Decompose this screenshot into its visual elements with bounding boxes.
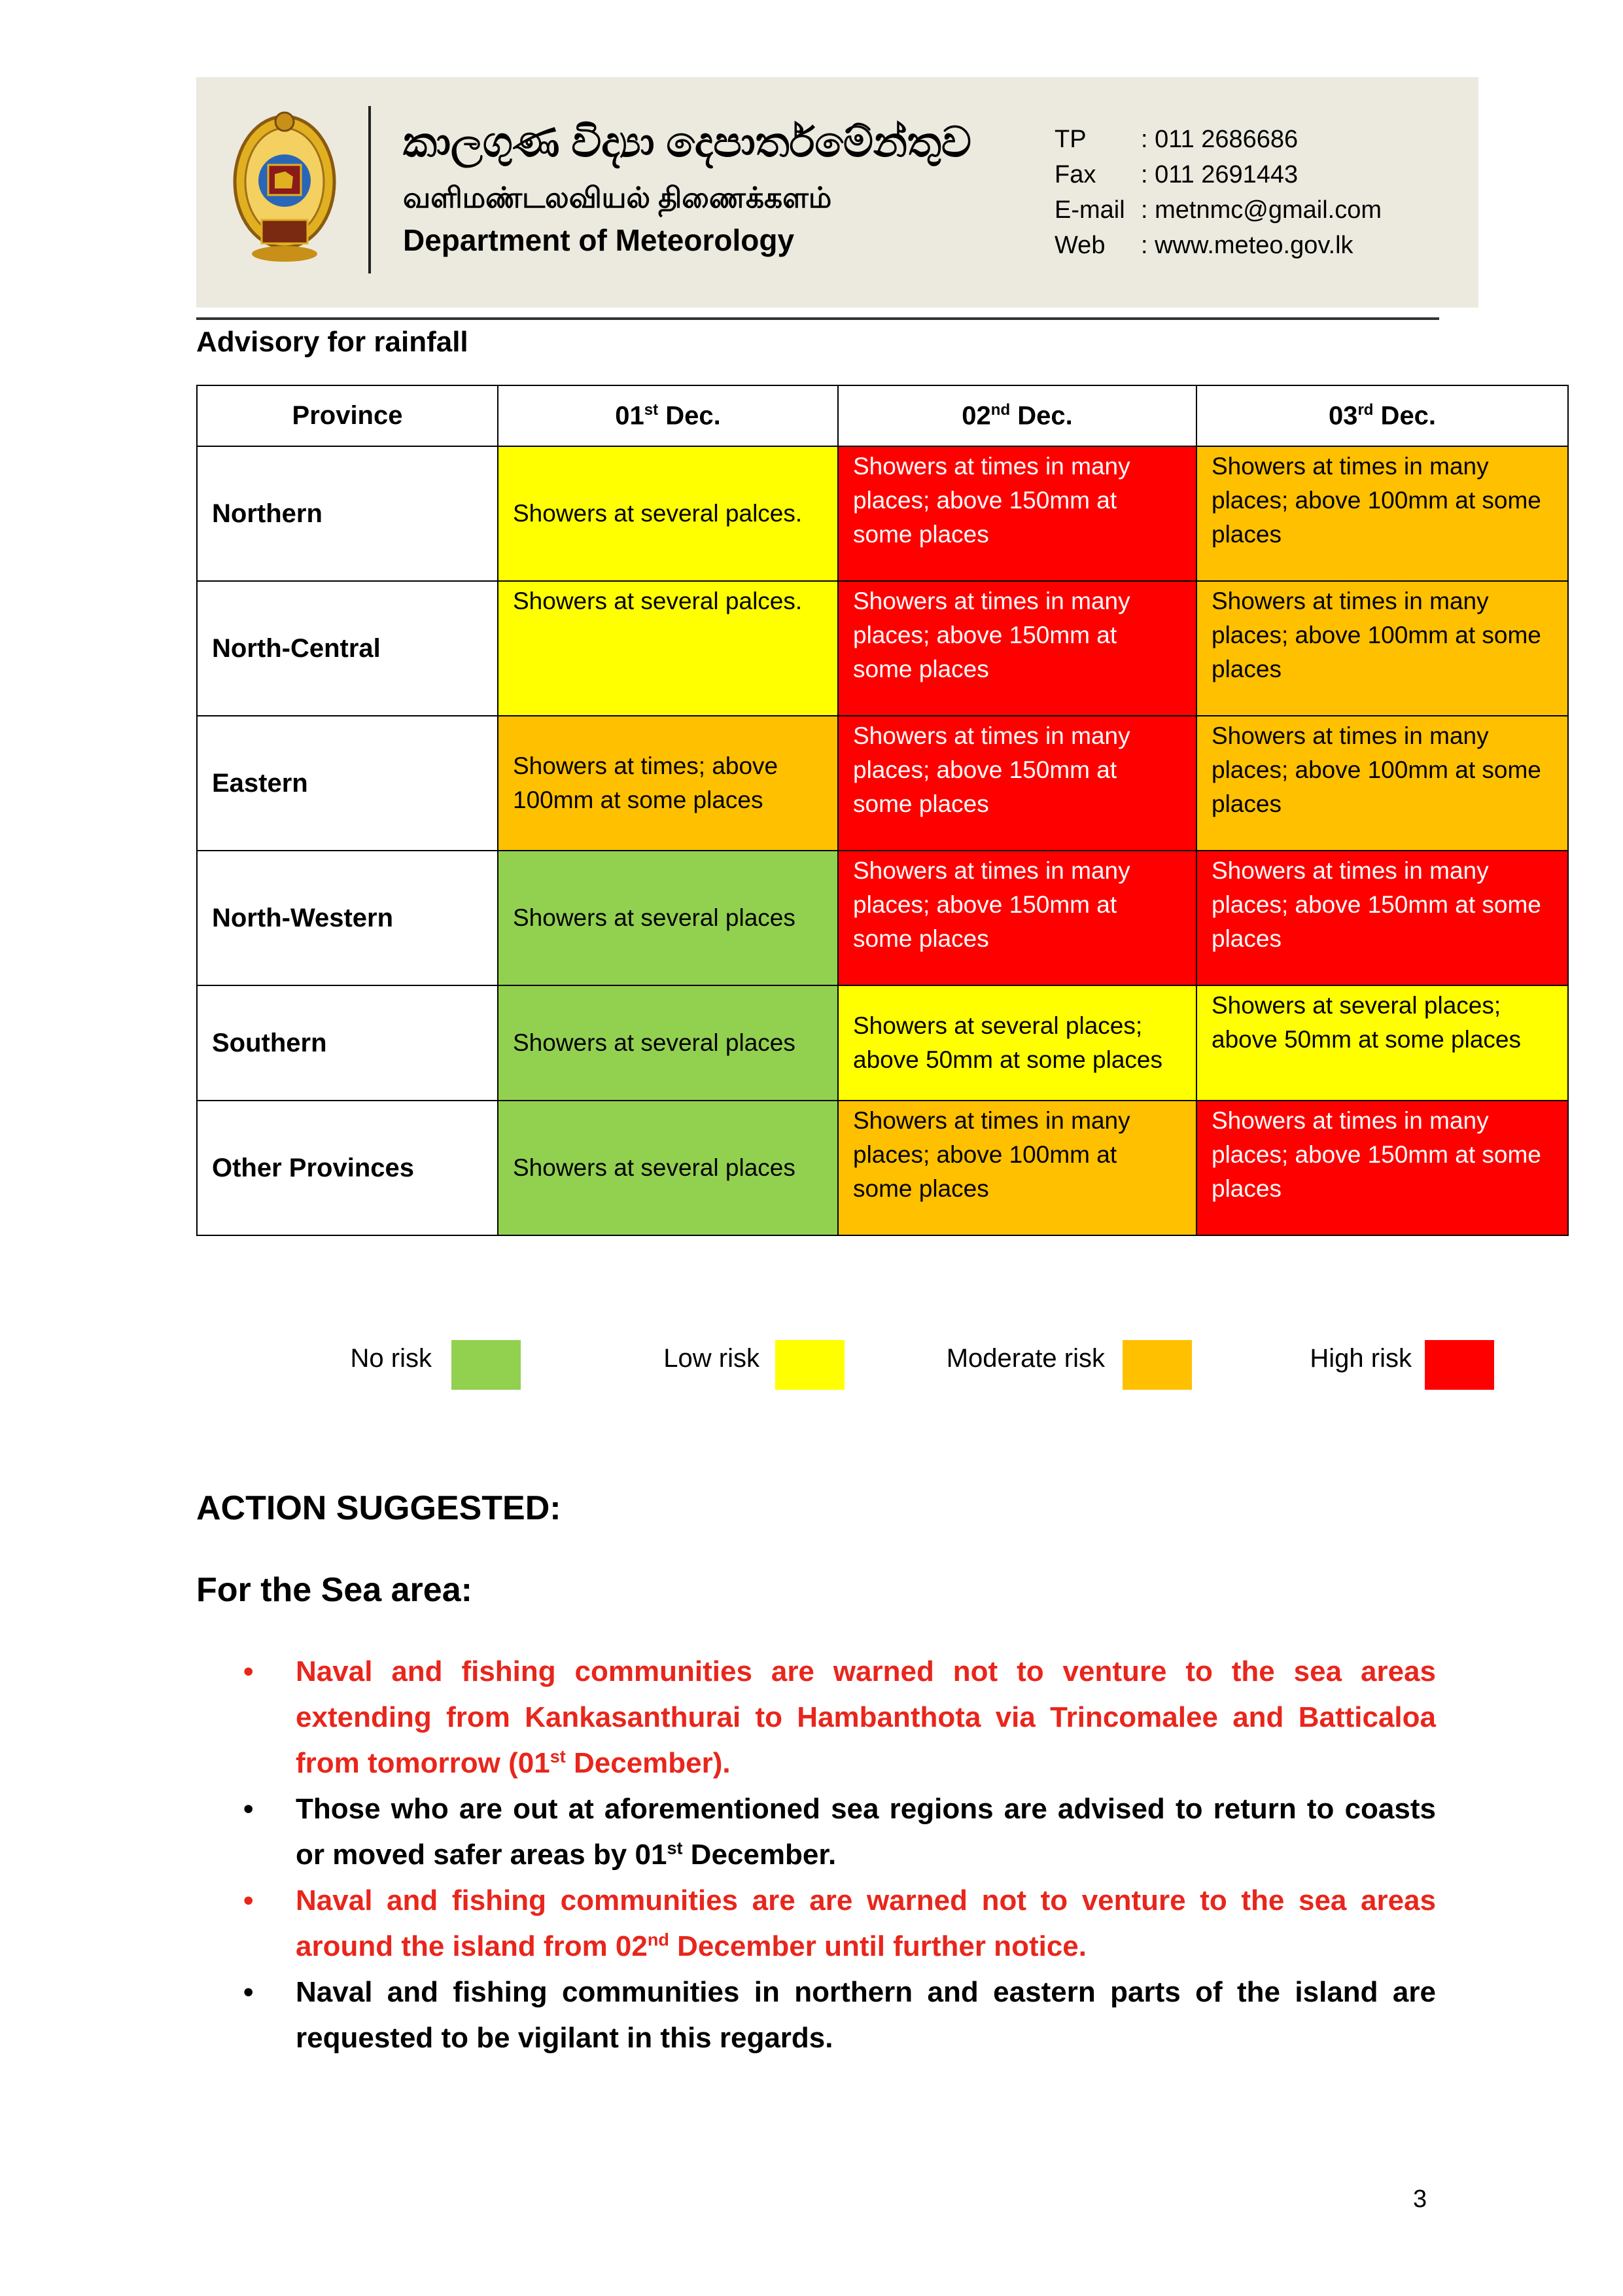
- forecast-cell: Showers at times in many places; above 100mm at some places: [1196, 581, 1568, 716]
- sri-lanka-emblem-icon: [229, 109, 340, 266]
- contact-email: E-mail : metnmc@gmail.com: [1055, 196, 1382, 224]
- rainfall-advisory-table: [196, 385, 1569, 1236]
- list-item: • Naval and fishing communities in northern and eastern parts of the island are requested to be vigilant in this regards.: [196, 1969, 1436, 2061]
- list-item: • Naval and fishing communities are warned not to venture to the sea areas extending from Kankasanthurai to Hambanthota via Trincomalee and Batticaloa from tomorrow (01st December).: [196, 1649, 1436, 1786]
- header-province: Province: [197, 385, 498, 446]
- header-divider: [368, 106, 371, 274]
- table-row: [197, 985, 1568, 1101]
- department-name-sinhala: කාලගුණ විද්‍යා දෙපාර්තමේන්තුව: [403, 118, 971, 166]
- sea-advisory-list: [196, 1649, 1436, 2061]
- forecast-cell: Showers at several places: [498, 851, 838, 985]
- forecast-cell: Showers at times in many places; above 150mm at some places: [1196, 851, 1568, 985]
- page-number: 3: [1413, 2185, 1427, 2213]
- legend-high-risk: High risk: [0, 1340, 1494, 1390]
- legend-no-risk: No risk: [0, 1340, 521, 1390]
- contact-web: Web : www.meteo.gov.lk: [1055, 232, 1353, 259]
- forecast-cell: Showers at several palces.: [498, 446, 838, 581]
- forecast-cell: Showers at times in many places; above 100mm at some places: [838, 1101, 1196, 1235]
- header-day-1: 01st Dec.: [498, 385, 838, 446]
- bullet-icon: •: [243, 1655, 254, 1687]
- table-row: [197, 716, 1568, 851]
- contact-details: [1055, 122, 1382, 263]
- forecast-cell: Showers at times in many places; above 150mm at some places: [838, 446, 1196, 581]
- legend-moderate-risk: Moderate risk: [0, 1340, 1192, 1390]
- header-day-2: 02nd Dec.: [838, 385, 1196, 446]
- list-item: • Those who are out at aforementioned sea regions are advised to return to coasts or moved safer areas by 01st December.: [196, 1786, 1436, 1878]
- table-header-row: [197, 385, 1568, 446]
- department-name-tamil: வளிமண்டலவியல் திணைக்களம்: [403, 182, 832, 214]
- legend-swatch: [1425, 1340, 1494, 1390]
- contact-phone: TP : 011 2686686: [1055, 126, 1299, 153]
- forecast-cell: Showers at times in many places; above 150mm at some places: [838, 716, 1196, 851]
- province-cell: North-Western: [197, 851, 498, 985]
- province-cell: North-Central: [197, 581, 498, 716]
- advisory-title: Advisory for rainfall: [196, 326, 468, 358]
- forecast-cell: Showers at times; above 100mm at some places: [498, 716, 838, 851]
- forecast-cell: Showers at several places: [498, 985, 838, 1101]
- province-cell: Northern: [197, 446, 498, 581]
- forecast-cell: Showers at several palces.: [498, 581, 838, 716]
- bullet-icon: •: [243, 1793, 254, 1825]
- sea-area-heading: For the Sea area:: [196, 1571, 472, 1609]
- forecast-cell: Showers at several places: [498, 1101, 838, 1235]
- table-row: [197, 1101, 1568, 1235]
- department-name-english: Department of Meteorology: [403, 223, 795, 257]
- header-rule: [196, 317, 1439, 320]
- table-row: [197, 581, 1568, 716]
- forecast-cell: Showers at times in many places; above 150mm at some places: [838, 851, 1196, 985]
- header-day-3: 03rd Dec.: [1196, 385, 1568, 446]
- bullet-icon: •: [243, 1976, 254, 2008]
- province-cell: Other Provinces: [197, 1101, 498, 1235]
- table-row: [197, 851, 1568, 985]
- forecast-cell: Showers at several places; above 50mm at some places: [838, 985, 1196, 1101]
- province-cell: Southern: [197, 985, 498, 1101]
- forecast-cell: Showers at times in many places; above 100mm at some places: [1196, 446, 1568, 581]
- letterhead: [196, 77, 1478, 308]
- forecast-cell: Showers at times in many places; above 100mm at some places: [1196, 716, 1568, 851]
- table-row: [197, 446, 1568, 581]
- list-item: • Naval and fishing communities are are warned not to venture to the sea areas around the island from 02nd December until further notice.: [196, 1878, 1436, 1969]
- action-heading: ACTION SUGGESTED:: [196, 1489, 561, 1527]
- legend-low-risk: Low risk: [0, 1340, 845, 1390]
- forecast-cell: Showers at times in many places; above 150mm at some places: [1196, 1101, 1568, 1235]
- contact-fax: Fax : 011 2691443: [1055, 161, 1299, 188]
- forecast-cell: Showers at several places; above 50mm at some places: [1196, 985, 1568, 1101]
- province-cell: Eastern: [197, 716, 498, 851]
- forecast-cell: Showers at times in many places; above 150mm at some places: [838, 581, 1196, 716]
- bullet-icon: •: [243, 1884, 254, 1916]
